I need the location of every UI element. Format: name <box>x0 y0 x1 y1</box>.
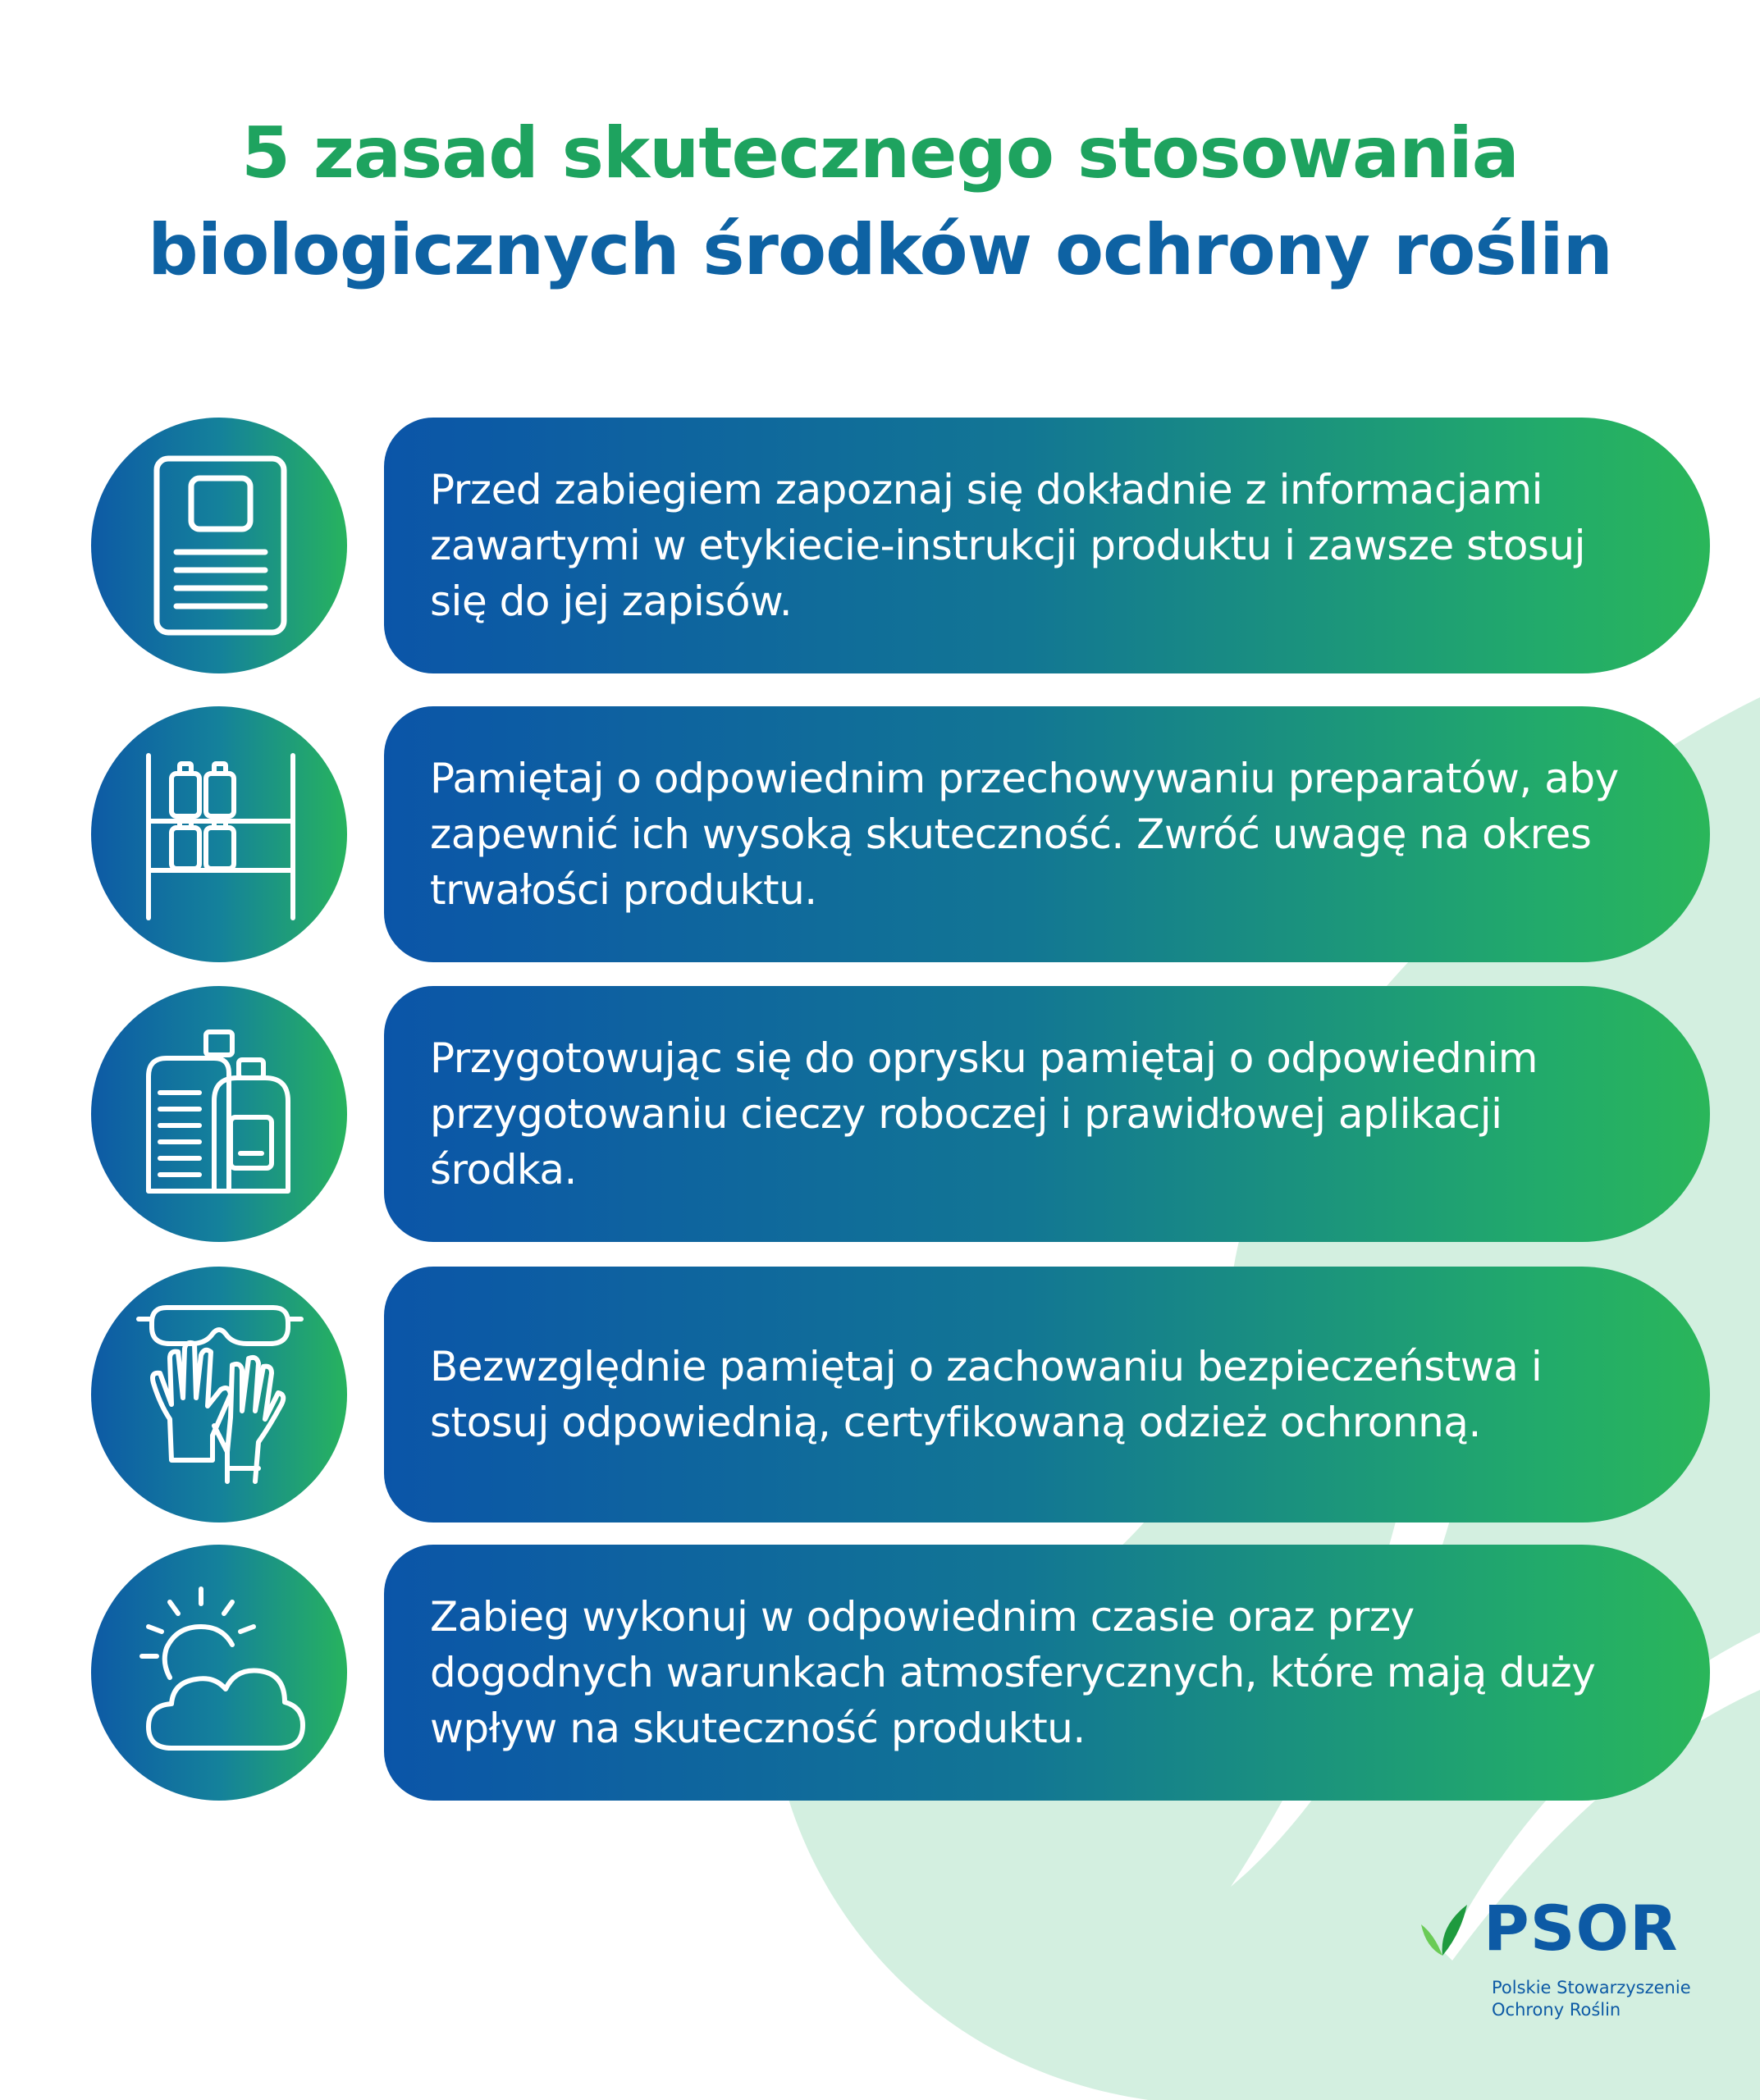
rule-text-box <box>384 986 1710 1242</box>
page-title-line-1: 5 zasad skutecznego stosowania <box>241 112 1519 194</box>
rule-text-box <box>384 1267 1710 1522</box>
rule-icon-circle <box>91 1545 347 1801</box>
rule-text-box <box>384 418 1710 673</box>
logo-subtitle <box>1492 1977 1689 2021</box>
rule-text: Bezwzględnie pamiętaj o zachowaniu bezpieczeństwa i stosuj odpowiednią, certyfikowaną odzież ochronną. <box>430 1343 1543 1446</box>
rule-item-4 <box>0 1267 1760 1522</box>
page-title-line-2: biologicznych środków ochrony roślin <box>148 209 1612 291</box>
psor-logo <box>1418 1892 1691 2033</box>
rule-text-box <box>384 706 1710 962</box>
rule-icon-circle <box>91 706 347 962</box>
rule-item-3 <box>0 986 1760 1242</box>
logo-subtitle-line-1: Polskie Stowarzyszenie <box>1492 1978 1691 1997</box>
page-title <box>0 105 1760 299</box>
logo-subtitle-line-2: Ochrony Roślin <box>1492 2000 1621 2020</box>
label-document-icon <box>91 418 347 673</box>
rule-icon-circle <box>91 986 347 1242</box>
goggles-gloves-icon <box>91 1267 347 1522</box>
rule-item-5 <box>0 1545 1760 1801</box>
rule-text: Pamiętaj o odpowiednim przechowywaniu preparatów, aby zapewnić ich wysoką skuteczność. Zwróć uwagę na okres trwałości produktu. <box>430 755 1619 914</box>
storage-shelf-icon <box>91 706 347 962</box>
sun-cloud-icon <box>91 1545 347 1801</box>
rule-text-box <box>384 1545 1710 1801</box>
canisters-icon <box>91 986 347 1242</box>
rule-item-2 <box>0 706 1760 962</box>
rule-item-1 <box>0 418 1760 673</box>
rule-text: Zabieg wykonuj w odpowiednim czasie oraz przy dogodnych warunkach atmosferycznych, które mają duży wpływ na skuteczność produktu. <box>430 1593 1596 1752</box>
leaf-logo-icon <box>1418 1901 1469 1957</box>
logo-wordmark: PSOR <box>1483 1892 1679 1965</box>
rule-icon-circle <box>91 418 347 673</box>
rule-text: Przygotowując się do oprysku pamiętaj o odpowiednim przygotowaniu cieczy roboczej i prawidłowej aplikacji środka. <box>430 1034 1538 1194</box>
rule-icon-circle <box>91 1267 347 1522</box>
rule-text: Przed zabiegiem zapoznaj się dokładnie z informacjami zawartymi w etykiecie-instrukcji produktu i zawsze stosuj się do jej zapisów. <box>430 466 1586 625</box>
